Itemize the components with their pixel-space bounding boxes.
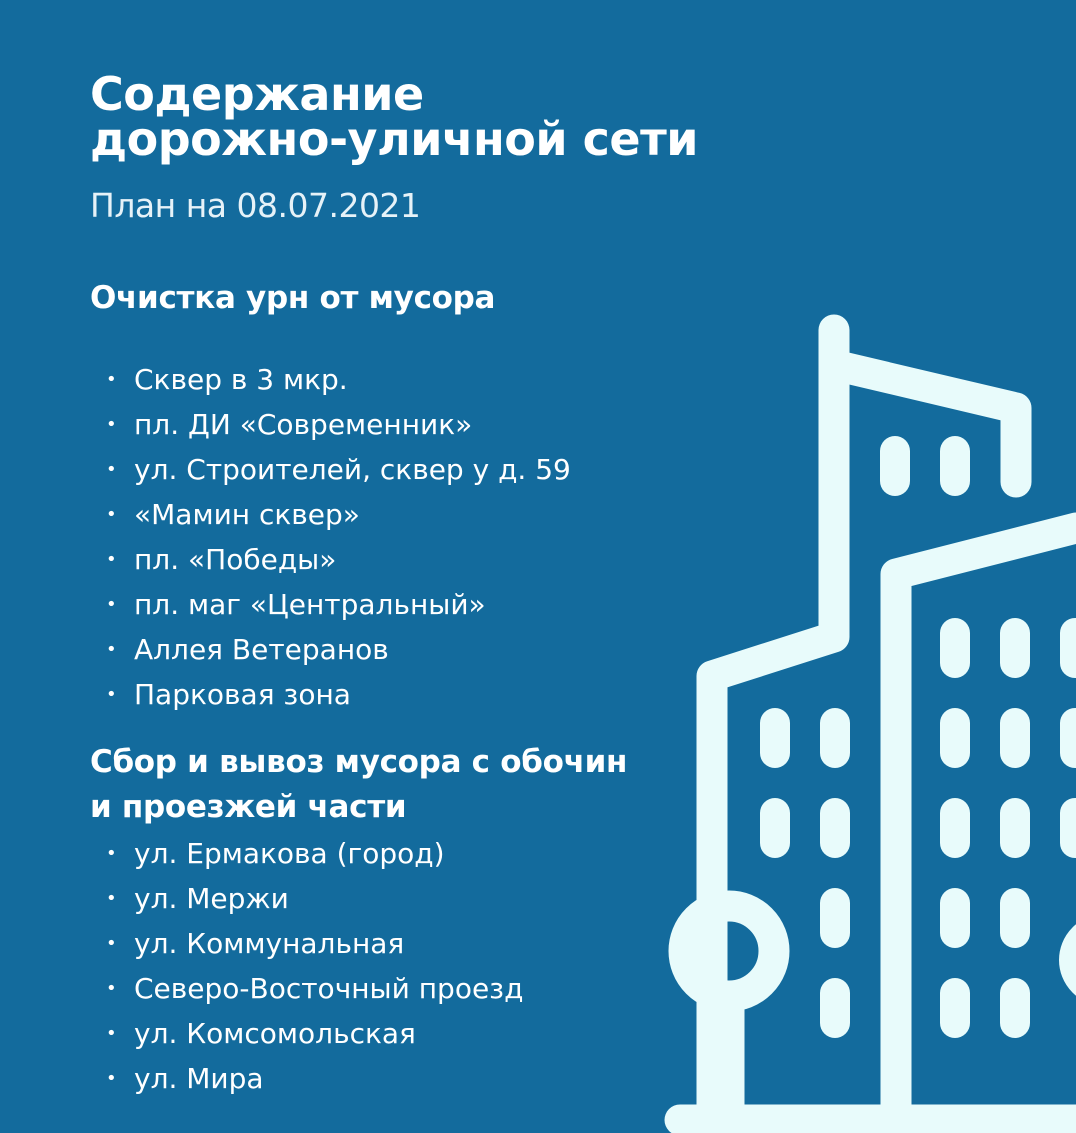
bullet-icon: •: [106, 414, 117, 435]
list-item-label: Парковая зона: [134, 678, 351, 711]
urn-cleaning-list: [106, 357, 571, 717]
bullet-icon: •: [106, 684, 117, 705]
list-item: [106, 537, 571, 582]
list-item: [106, 582, 571, 627]
bullet-icon: •: [106, 639, 117, 660]
list-item: [106, 876, 523, 921]
list-item: [106, 921, 523, 966]
bullet-icon: •: [106, 369, 117, 390]
plan-date-subtitle: План на 08.07.2021: [90, 186, 421, 225]
page-title-line-1: Содержание: [90, 67, 424, 121]
bullet-icon: •: [106, 933, 117, 954]
list-item: [106, 1056, 523, 1101]
list-item-label: пл. маг «Центральный»: [134, 588, 486, 621]
list-item: [106, 627, 571, 672]
list-item: [106, 831, 523, 876]
list-item: [106, 966, 523, 1011]
list-item: [106, 672, 571, 717]
bullet-icon: •: [106, 594, 117, 615]
bullet-icon: •: [106, 843, 117, 864]
list-item: [106, 357, 571, 402]
list-item-label: пл. ДИ «Современник»: [134, 408, 473, 441]
bullet-icon: •: [106, 549, 117, 570]
bullet-icon: •: [106, 888, 117, 909]
list-item: [106, 492, 571, 537]
list-item-label: «Мамин сквер»: [134, 498, 360, 531]
section-heading-line-1: Сбор и вывоз мусора с обочин: [90, 744, 628, 780]
list-item-label: Северо-Восточный проезд: [134, 972, 524, 1005]
page-title: [90, 67, 699, 166]
bullet-icon: •: [106, 504, 117, 525]
list-item-label: ул. Мержи: [134, 882, 289, 915]
bullet-icon: •: [106, 978, 117, 999]
roadside-cleaning-list: [106, 831, 523, 1101]
bullet-icon: •: [106, 459, 117, 480]
list-item-label: ул. Строителей, сквер у д. 59: [134, 453, 571, 486]
list-item-label: ул. Ермакова (город): [134, 837, 445, 870]
list-item-label: пл. «Победы»: [134, 543, 337, 576]
bullet-icon: •: [106, 1023, 117, 1044]
list-item: [106, 1011, 523, 1056]
section-heading-urns: Очистка урн от мусора: [90, 280, 496, 316]
page-title-line-2: дорожно-уличной сети: [90, 112, 699, 166]
list-item-label: ул. Коммунальная: [134, 927, 405, 960]
list-item: [106, 402, 571, 447]
bullet-icon: •: [106, 1068, 117, 1089]
section-heading-roadside: [90, 740, 627, 830]
section-heading-line-2: и проезжей части: [90, 789, 407, 825]
list-item: [106, 447, 571, 492]
list-item-label: ул. Мира: [134, 1062, 264, 1095]
list-item-label: Аллея Ветеранов: [134, 633, 389, 666]
list-item-label: ул. Комсомольская: [134, 1017, 416, 1050]
list-item-label: Сквер в 3 мкр.: [134, 363, 348, 396]
